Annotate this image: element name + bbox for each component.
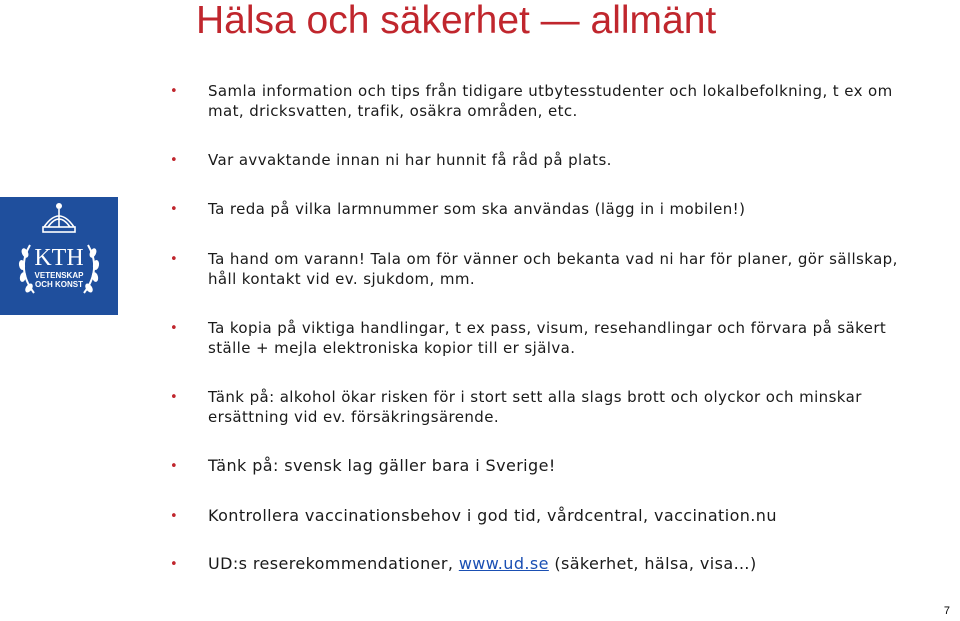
bullet-icon: • (170, 390, 179, 405)
bullet-icon: • (170, 202, 179, 217)
list-item (170, 387, 960, 427)
list-item (170, 150, 960, 170)
list-item (170, 199, 960, 219)
bullet-icon: • (170, 252, 179, 267)
kth-logo (0, 197, 118, 315)
bullet-text: Tänk på: svensk lag gäller bara i Sverige! (208, 456, 556, 475)
ud-link[interactable]: www.ud.se (458, 554, 549, 573)
logo-line-2: OCH KONST (35, 280, 83, 289)
list-item (170, 554, 960, 574)
list-item (170, 81, 960, 121)
bullet-icon: • (170, 321, 179, 336)
ud-recommendations-label: UD:s reserekommendationer, (208, 554, 459, 573)
list-item (170, 318, 960, 358)
bullet-text: Var avvaktande innan ni har hunnit få råd på plats. (208, 151, 612, 169)
bullet-icon: • (170, 153, 179, 168)
bullet-text: Samla information och tips från tidigare utbytesstudenter och lokalbefolkning, t ex om mat, dricksvatten, trafik, osäkra områden, etc. (208, 82, 893, 120)
ud-link-note: (säkerhet, hälsa, visa…) (548, 554, 757, 573)
bullet-text: Ta hand om varann! Tala om för vänner och bekanta vad ni har för planer, gör sällskap, håll kontakt vid ev. sjukdom, mm. (208, 250, 898, 288)
bullet-text: Ta kopia på viktiga handlingar, t ex pass, visum, resehandlingar och förvara på säkert ställe + mejla elektroniska kopior till er själva. (208, 319, 887, 357)
logo-name: KTH (34, 245, 84, 271)
bullet-text: Ta reda på vilka larmnummer som ska användas (lägg in i mobilen!) (208, 200, 746, 218)
page-number: 7 (943, 605, 950, 617)
list-item (170, 456, 960, 476)
bullet-icon: • (170, 557, 179, 572)
bullet-text (208, 554, 960, 574)
list-item (170, 249, 960, 289)
bullet-text: Tänk på: alkohol ökar risken för i stort sett alla slags brott och olyckor och minskar ersättning vid ev. försäkringsärende. (208, 388, 862, 426)
bullet-text: Kontrollera vaccinationsbehov i god tid, vårdcentral, vaccination.nu (208, 506, 777, 525)
bullet-icon: • (170, 459, 179, 474)
logo-line-1: VETENSKAP (34, 271, 84, 280)
bullet-icon: • (170, 84, 179, 99)
bullet-icon: • (170, 509, 179, 524)
slide-title: Hälsa och säkerhet — allmänt (196, 0, 717, 42)
kth-crest-icon (0, 197, 118, 315)
list-item (170, 506, 960, 526)
